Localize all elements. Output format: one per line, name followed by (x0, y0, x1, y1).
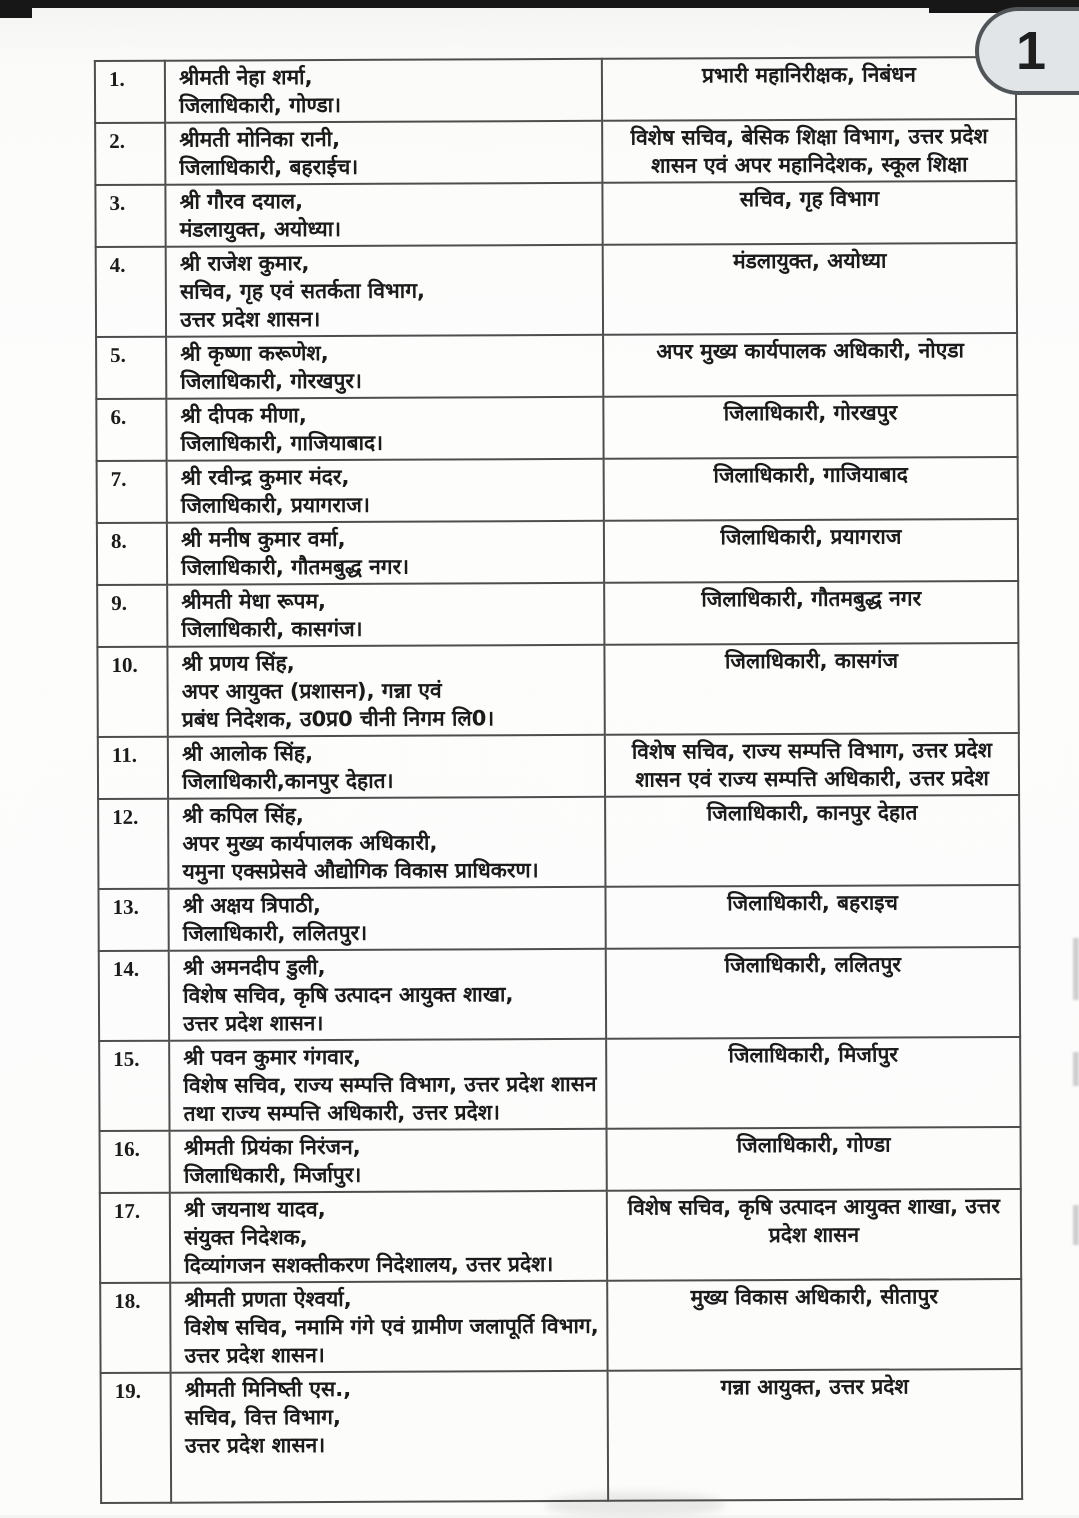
officer-current-line: उत्तर प्रदेश शासन। (180, 307, 321, 332)
table-row (98, 733, 1019, 799)
officer-current-line: मंडलायुक्त, अयोध्या। (179, 216, 342, 242)
table-row (98, 795, 1019, 889)
officer-current-posting (168, 797, 605, 889)
officer-new-posting (606, 947, 1020, 1039)
row-number: 8. (97, 523, 167, 585)
officer-current-line: विशेष सचिव, राज्य सम्पत्ति विभाग, उत्तर प्रदेश शासन (183, 1071, 597, 1098)
table-row (95, 119, 1016, 185)
officer-current-line: जिलाधिकारी, कासगंज। (181, 616, 363, 642)
table-row (100, 1127, 1021, 1193)
transfer-table-body (95, 57, 1022, 1503)
officer-new-posting (606, 1037, 1020, 1129)
row-number: 3. (95, 185, 165, 247)
officer-current-posting (166, 335, 603, 399)
table-row (97, 519, 1018, 585)
officer-new-posting (603, 243, 1017, 335)
officer-current-line: श्री प्रणय सिंह, (181, 651, 295, 676)
officer-new-posting-line: प्रदेश शासन (768, 1222, 860, 1248)
table-row (99, 1037, 1020, 1131)
row-number: 13. (98, 889, 168, 951)
officer-current-line: श्रीमती मिनिष्ती एस., (184, 1376, 352, 1402)
officer-current-line: श्री दीपक मीणा, (180, 403, 307, 428)
scan-edge-mark (1073, 938, 1079, 1000)
officer-current-posting (167, 521, 604, 585)
officer-current-line: श्रीमती नेहा शर्मा, (179, 65, 313, 90)
table-row (98, 885, 1019, 951)
officer-current-posting (170, 1281, 607, 1373)
table-row (95, 57, 1016, 123)
officer-new-posting-line: विशेष सचिव, बेसिक शिक्षा विभाग, उत्तर प्रदेश (630, 124, 988, 150)
transfer-table (94, 56, 1023, 1504)
officer-current-line: श्री गौरव दयाल, (179, 189, 304, 214)
officer-new-posting (607, 1279, 1021, 1371)
row-number: 14. (99, 951, 170, 1041)
row-number: 11. (98, 737, 168, 799)
officer-current-posting (167, 397, 604, 461)
officer-new-posting-line: जिलाधिकारी, गौतमबुद्ध नगर (701, 586, 922, 612)
officer-current-posting (168, 645, 605, 737)
officer-current-posting (169, 1039, 606, 1131)
officer-new-posting-line: विशेष सचिव, राज्य सम्पत्ति विभाग, उत्तर प्रदेश (631, 738, 993, 764)
officer-current-posting (170, 1191, 607, 1283)
officer-current-line: जिलाधिकारी, प्रयागराज। (180, 492, 370, 518)
row-number: 17. (100, 1193, 171, 1283)
officer-current-posting (169, 887, 606, 951)
row-number: 5. (96, 337, 166, 399)
row-number: 1. (95, 61, 165, 123)
officer-current-line: श्री कृष्णा करूणेश, (180, 340, 329, 366)
officer-new-posting (607, 1127, 1021, 1191)
officer-current-line: श्री आलोक सिंह, (182, 741, 314, 766)
officer-current-posting (165, 59, 602, 123)
officer-new-posting (602, 57, 1016, 121)
officer-current-line: सचिव, वित्त विभाग, (184, 1404, 342, 1430)
officer-current-line: जिलाधिकारी, गोण्डा। (179, 92, 342, 118)
officer-new-posting-line: अपर मुख्य कार्यपालक अधिकारी, नोएडा (656, 338, 965, 364)
row-number: 19. (101, 1373, 172, 1503)
officer-new-posting (603, 333, 1017, 397)
officer-new-posting-line: जिलाधिकारी, बहराइच (727, 890, 898, 916)
officer-current-line: श्रीमती मेधा रूपम, (181, 589, 327, 614)
officer-current-line: जिलाधिकारी, बहराईच। (179, 154, 359, 180)
scan-edge-mark (1073, 1052, 1079, 1086)
officer-current-line: श्री रवीन्द्र कुमार मंदर, (180, 464, 350, 490)
scan-top-edge-left (0, 0, 32, 18)
officer-new-posting (607, 1189, 1021, 1281)
officer-current-line: सचिव, गृह एवं सतर्कता विभाग, (180, 278, 426, 304)
row-number: 18. (100, 1283, 171, 1373)
officer-current-line: जिलाधिकारी, ललितपुर। (182, 920, 368, 946)
officer-new-posting (605, 733, 1019, 797)
officer-current-posting (166, 245, 603, 337)
officer-new-posting-line: जिलाधिकारी, मिर्जापुर (728, 1042, 899, 1068)
officer-current-line: अपर मुख्य कार्यपालक अधिकारी, (182, 830, 438, 856)
officer-new-posting-line: जिलाधिकारी, गोरखपुर (723, 400, 898, 426)
officer-current-line: श्री अमनदीप डुली, (182, 955, 326, 980)
table-row (97, 457, 1018, 523)
table-row (95, 181, 1016, 247)
officer-new-posting-line: मुख्य विकास अधिकारी, सीतापुर (690, 1284, 939, 1310)
officer-current-line: श्री जयनाथ यादव, (184, 1197, 326, 1222)
table-row (100, 1189, 1021, 1283)
officer-current-line: उत्तर प्रदेश शासन। (184, 1343, 325, 1368)
officer-current-line: जिलाधिकारी, गोरखपुर। (180, 368, 362, 394)
officer-current-line: प्रबंध निदेशक, उ0प्र0 चीनी निगम लि0। (181, 706, 495, 732)
officer-current-line: श्री पवन कुमार गंगवार, (183, 1044, 361, 1070)
officer-current-line: अपर आयुक्त (प्रशासन), गन्ना एवं (181, 678, 442, 704)
officer-new-posting-line: विशेष सचिव, कृषि उत्पादन आयुक्त शाखा, उत्तर (627, 1194, 1001, 1220)
table-row (96, 333, 1017, 399)
officer-current-line: संयुक्त निदेशक, (184, 1225, 308, 1250)
officer-current-line: श्रीमती मोनिका रानी, (179, 126, 341, 152)
officer-new-posting-line: जिलाधिकारी, कानपुर देहात (706, 800, 918, 826)
officer-current-posting (167, 583, 604, 647)
officer-current-line: श्रीमती प्रणता ऐश्वर्या, (184, 1286, 352, 1312)
row-number: 12. (98, 799, 169, 889)
officer-current-line: जिलाधिकारी,कानपुर देहात। (182, 768, 394, 794)
officer-current-line: श्री राजेश कुमार, (179, 251, 310, 276)
officer-current-line: विशेष सचिव, कृषि उत्पादन आयुक्त शाखा, (183, 982, 514, 1008)
officer-new-posting-line: जिलाधिकारी, गाजियाबाद (713, 462, 908, 488)
officer-current-line: जिलाधिकारी, मिर्जापुर। (183, 1162, 362, 1188)
table-row (96, 395, 1017, 461)
officer-current-line: जिलाधिकारी, गौतमबुद्ध नगर। (181, 554, 410, 580)
row-number: 4. (96, 247, 167, 337)
officer-new-posting (604, 581, 1018, 645)
officer-new-posting-line: सचिव, गृह विभाग (739, 186, 880, 212)
officer-current-line: श्रीमती प्रियंका निरंजन, (183, 1134, 361, 1160)
officer-current-line: यमुना एक्सप्रेसवे औद्योगिक विकास प्राधिकरण। (182, 858, 539, 884)
row-number: 15. (99, 1041, 170, 1131)
table-row (100, 1279, 1021, 1373)
officer-new-posting (602, 181, 1016, 245)
officer-new-posting-line: शासन एवं अपर महानिदेशक, स्कूल शिक्षा (651, 152, 968, 178)
officer-new-posting-line: जिलाधिकारी, प्रयागराज (720, 524, 902, 550)
officer-current-line: उत्तर प्रदेश शासन। (183, 1011, 324, 1036)
officer-new-posting-line: जिलाधिकारी, कासगंज (724, 648, 899, 674)
officer-current-line: विशेष सचिव, नमामि गंगे एवं ग्रामीण जलापूर्ति विभाग, (184, 1313, 599, 1340)
officer-current-line: तथा राज्य सम्पत्ति अधिकारी, उत्तर प्रदेश। (183, 1100, 500, 1126)
table-row (101, 1369, 1023, 1503)
officer-new-posting (604, 519, 1018, 583)
row-number: 6. (96, 399, 166, 461)
officer-current-line: उत्तर प्रदेश शासन। (185, 1433, 326, 1458)
scan-edge-mark (1073, 1205, 1079, 1245)
officer-current-line: श्री कपिल सिंह, (182, 803, 304, 828)
officer-current-posting (171, 1371, 608, 1503)
officer-new-posting (605, 795, 1019, 887)
row-number: 16. (100, 1131, 170, 1193)
officer-new-posting-line: शासन एवं राज्य सम्पत्ति अधिकारी, उत्तर प्रदेश (635, 766, 989, 792)
officer-new-posting-line: मंडलायुक्त, अयोध्या (733, 248, 887, 274)
officer-new-posting-line: जिलाधिकारी, गोण्डा (736, 1132, 891, 1158)
officer-new-posting (602, 119, 1016, 183)
officer-current-line: श्री अक्षय त्रिपाठी, (182, 893, 322, 918)
row-number: 2. (95, 123, 165, 185)
row-number: 10. (97, 647, 168, 737)
officer-new-posting (604, 643, 1018, 735)
row-number: 9. (97, 585, 167, 647)
officer-new-posting (603, 395, 1017, 459)
page-number-badge (975, 7, 1079, 95)
page-number: 1 (1015, 21, 1047, 81)
officer-current-posting (165, 121, 602, 185)
table-row (96, 243, 1017, 337)
officer-new-posting-line: प्रभारी महानिरीक्षक, निबंधन (701, 62, 916, 88)
table-row (97, 643, 1018, 737)
officer-new-posting (604, 457, 1018, 521)
officer-new-posting-line: जिलाधिकारी, ललितपुर (724, 952, 902, 978)
officer-new-posting-line: गन्ना आयुक्त, उत्तर प्रदेश (720, 1374, 909, 1400)
row-number: 7. (97, 461, 167, 523)
officer-new-posting (605, 885, 1019, 949)
scan-top-edge (0, 0, 1079, 8)
officer-current-posting (166, 183, 603, 247)
officer-new-posting (608, 1369, 1023, 1501)
officer-current-line: श्री मनीष कुमार वर्मा, (181, 526, 346, 552)
officer-current-posting (167, 459, 604, 523)
officer-current-posting (169, 949, 606, 1041)
officer-current-line: दिव्यांगजन सशक्तीकरण निदेशालय, उत्तर प्रदेश। (184, 1252, 554, 1278)
officer-current-line: जिलाधिकारी, गाजियाबाद। (180, 430, 384, 456)
table-row (99, 947, 1020, 1041)
table-row (97, 581, 1018, 647)
officer-current-posting (168, 735, 605, 799)
officer-current-posting (170, 1129, 607, 1193)
